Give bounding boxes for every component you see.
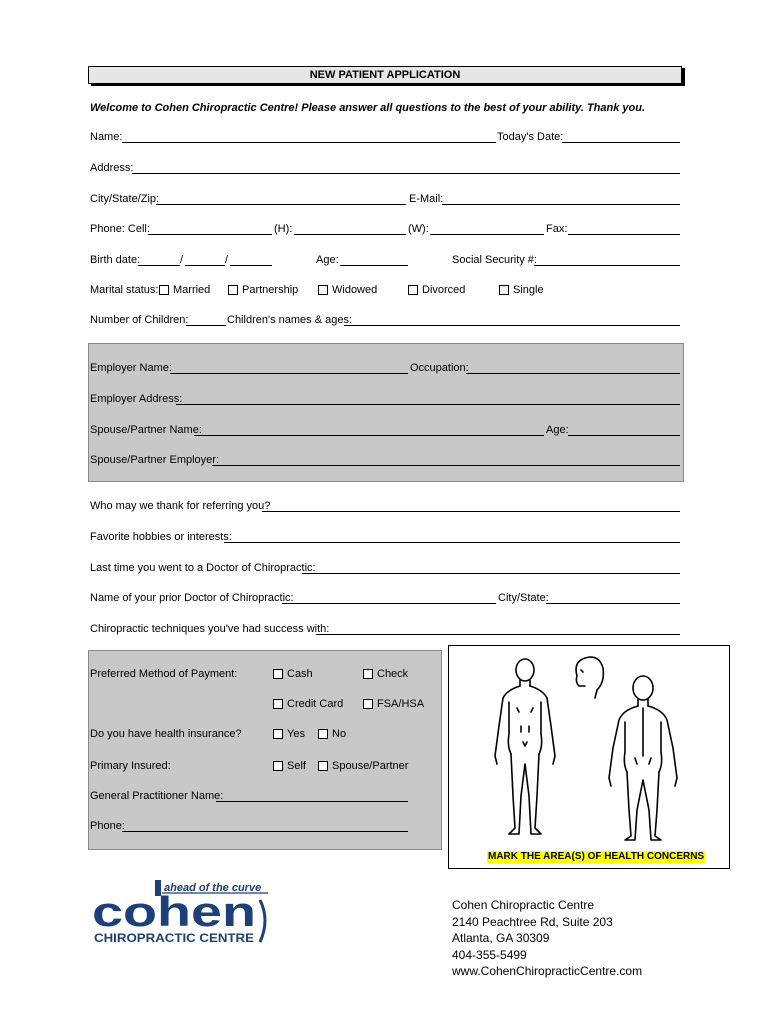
phone-cell-label: Phone: Cell: (90, 223, 150, 235)
cash-checkbox[interactable] (273, 669, 283, 679)
logo-name: cohen (92, 888, 256, 935)
birth-date-label: Birth date: (90, 254, 141, 266)
credit-card-label: Credit Card (287, 698, 344, 710)
marital-row (90, 284, 680, 298)
form-title: NEW PATIENT APPLICATION (88, 66, 682, 84)
self-label: Self (287, 760, 306, 772)
widowed-checkbox[interactable] (318, 285, 328, 295)
prior-doctor-field[interactable] (282, 592, 496, 604)
age-field[interactable] (340, 254, 408, 266)
email-field[interactable] (442, 193, 680, 205)
front-figure (495, 659, 555, 834)
gp-name-row (90, 790, 410, 804)
credit-card-checkbox[interactable] (273, 699, 283, 709)
spouse-employer-label: Spouse/Partner Employer: (90, 454, 220, 466)
spouse-row (90, 424, 680, 438)
name-field[interactable] (122, 131, 496, 143)
fax-label: Fax: (546, 223, 568, 235)
city-state-zip-label: City/State/Zip: (90, 193, 160, 205)
single-checkbox[interactable] (499, 285, 509, 295)
techniques-label: Chiropractic techniques you've had success with: (90, 623, 330, 635)
spouse-partner-checkbox[interactable] (318, 761, 328, 771)
cohen-logo (92, 880, 268, 946)
prior-city-field[interactable] (546, 592, 680, 604)
employer-name-label: Employer Name: (90, 362, 172, 374)
last-time-label: Last time you went to a Doctor of Chiropractic: (90, 562, 316, 574)
primary-insured-label: Primary Insured: (90, 760, 171, 772)
back-figure (609, 676, 677, 840)
divorced-label: Divorced (422, 284, 466, 296)
single-label: Single (513, 284, 544, 296)
birth-year-field[interactable] (230, 254, 272, 266)
clinic-phone: 404-355-5499 (452, 947, 527, 962)
referral-field[interactable] (262, 500, 680, 512)
clinic-name: Cohen Chiropractic Centre (452, 898, 595, 912)
insurance-label: Do you have health insurance? (90, 728, 242, 740)
clinic-address (452, 897, 642, 980)
last-time-row (90, 562, 680, 576)
logo-subtitle: CHIROPRACTIC CENTRE (94, 931, 254, 945)
spouse-name-label: Spouse/Partner Name: (90, 424, 202, 436)
fax-field[interactable] (568, 223, 680, 235)
prior-city-label: City/State: (498, 592, 549, 604)
city-row (90, 193, 680, 207)
insurance-no-checkbox[interactable] (318, 729, 328, 739)
hobbies-row (90, 531, 680, 545)
phone-row (90, 223, 680, 237)
address-label: Address: (90, 162, 134, 174)
spouse-employer-field[interactable] (212, 454, 680, 466)
married-label: Married (173, 284, 211, 296)
city-state-zip-field[interactable] (156, 193, 406, 205)
num-children-field[interactable] (186, 314, 226, 326)
employer-address-field[interactable] (176, 393, 680, 405)
married-checkbox[interactable] (159, 285, 169, 295)
divorced-checkbox[interactable] (408, 285, 418, 295)
employer-address-row (90, 393, 680, 407)
gp-name-label: General Practitioner Name: (90, 790, 224, 802)
email-label: E-Mail: (409, 193, 444, 205)
insurance-yes-checkbox[interactable] (273, 729, 283, 739)
employer-name-field[interactable] (170, 362, 408, 374)
hobbies-field[interactable] (224, 531, 680, 543)
todays-date-field[interactable] (562, 131, 680, 143)
logo-tagline: ahead of the curve (164, 882, 262, 894)
birth-row (90, 254, 680, 268)
payment-label: Preferred Method of Payment: (90, 668, 238, 680)
spouse-name-field[interactable] (194, 424, 544, 436)
gp-phone-field[interactable] (122, 820, 408, 832)
techniques-row (90, 623, 680, 637)
mark-areas-label: MARK THE AREA(S) OF HEALTH CONCERNS (488, 851, 705, 862)
phone-cell-field[interactable] (148, 223, 272, 235)
spouse-partner-label: Spouse/Partner (332, 760, 409, 772)
occupation-field[interactable] (466, 362, 680, 374)
name-row (90, 131, 680, 145)
birth-slash-2: / (225, 254, 229, 266)
clinic-street: 2140 Peachtree Rd, Suite 203 (452, 914, 613, 929)
clinic-website[interactable]: www.CohenChiropracticCentre.com (452, 964, 643, 978)
ssn-label: Social Security #: (452, 254, 537, 266)
partnership-checkbox[interactable] (228, 285, 238, 295)
birth-day-field[interactable] (185, 254, 225, 266)
phone-h-field[interactable] (294, 223, 406, 235)
phone-w-field[interactable] (430, 223, 544, 235)
todays-date-label: Today's Date: (497, 131, 564, 143)
birth-month-field[interactable] (138, 254, 180, 266)
employer-address-label: Employer Address: (90, 393, 183, 405)
address-row (90, 162, 680, 176)
address-field[interactable] (132, 162, 680, 174)
partnership-label: Partnership (242, 284, 299, 296)
phone-h-label: (H): (274, 223, 293, 235)
marital-status-label: Marital status: (90, 284, 159, 296)
occupation-label: Occupation: (410, 362, 469, 374)
last-time-field[interactable] (302, 562, 680, 574)
name-label: Name: (90, 131, 123, 143)
spouse-age-field[interactable] (568, 424, 680, 436)
prior-doctor-label: Name of your prior Doctor of Chiropractic: (90, 592, 294, 604)
body-diagram-box (448, 645, 730, 869)
side-head (576, 657, 603, 698)
num-children-label: Number of Children: (90, 314, 189, 326)
hobbies-label: Favorite hobbies or interests: (90, 531, 232, 543)
employer-row (90, 362, 680, 376)
birth-slash-1: / (180, 254, 184, 266)
body-diagram[interactable] (449, 646, 729, 846)
phone-w-label: (W): (408, 223, 429, 235)
spouse-employer-row (90, 454, 680, 468)
check-checkbox[interactable] (363, 669, 373, 679)
clinic-city: Atlanta, GA 30309 (452, 931, 550, 945)
children-names-label: Children's names & ages: (227, 314, 352, 326)
cash-label: Cash (287, 668, 313, 680)
gp-phone-row (90, 820, 410, 834)
spouse-age-label: Age: (546, 424, 569, 436)
gp-phone-label: Phone: (90, 820, 125, 832)
children-names-field[interactable] (344, 314, 680, 326)
prior-doctor-row (90, 592, 680, 606)
children-row (90, 314, 680, 328)
insurance-no-label: No (332, 728, 347, 740)
welcome-text: Welcome to Cohen Chiropractic Centre! Please answer all questions to the best of your ability. Thank you. (90, 102, 646, 114)
ssn-field[interactable] (534, 254, 680, 266)
fsa-hsa-label: FSA/HSA (377, 698, 425, 710)
referral-label: Who may we thank for referring you? (90, 500, 271, 512)
age-label: Age: (316, 254, 339, 266)
fsa-hsa-checkbox[interactable] (363, 699, 373, 709)
techniques-field[interactable] (316, 623, 680, 635)
insurance-yes-label: Yes (287, 728, 305, 740)
referral-row (90, 500, 680, 514)
check-label: Check (377, 668, 409, 680)
widowed-label: Widowed (332, 284, 378, 296)
self-checkbox[interactable] (273, 761, 283, 771)
gp-name-field[interactable] (216, 790, 408, 802)
